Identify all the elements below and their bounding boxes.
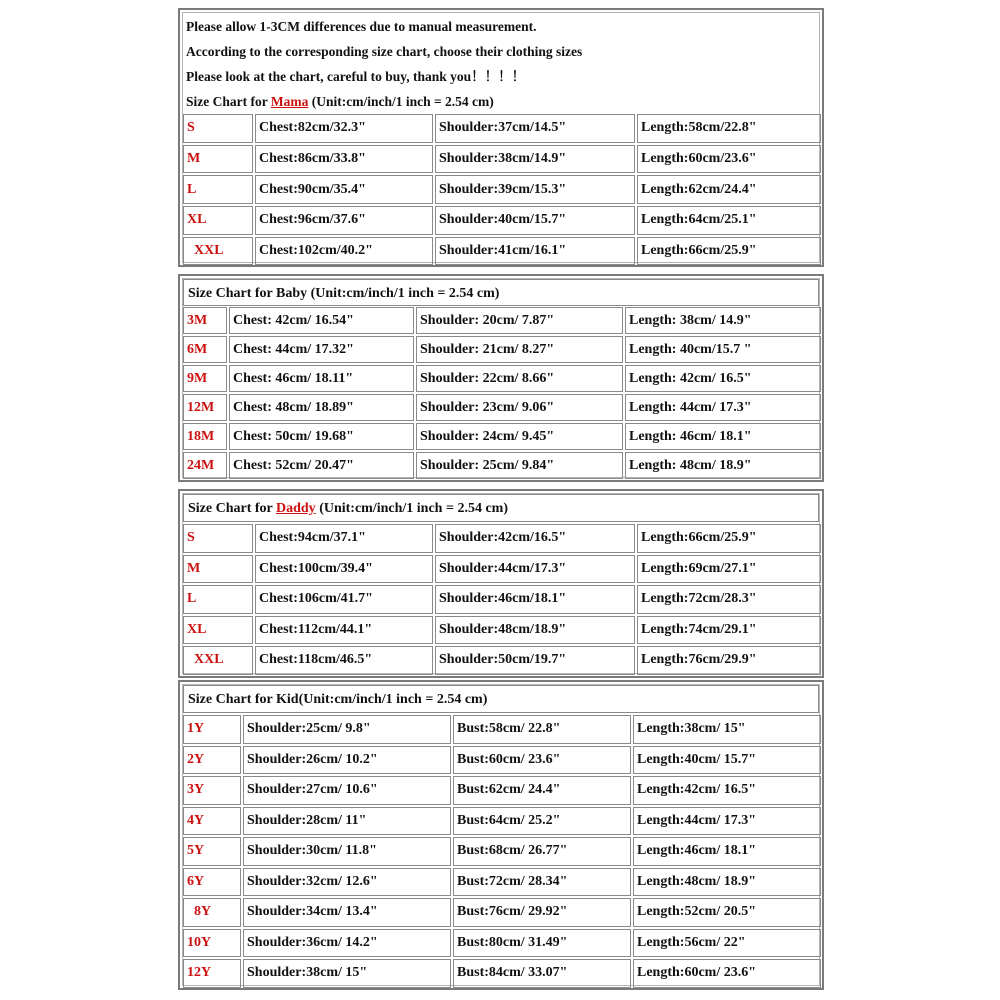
title-suffix: (Unit:cm/inch/1 inch = 2.54 cm) — [308, 94, 494, 109]
note-line: According to the corresponding size chart, choose their clothing sizes — [186, 44, 583, 59]
measure-2-cell: Shoulder:39cm/15.3" — [435, 175, 635, 204]
measure-2-cell: Shoulder:37cm/14.5" — [435, 114, 635, 143]
measure-2-cell: Shoulder:38cm/14.9" — [435, 145, 635, 174]
mama-size-chart — [178, 8, 824, 267]
size-label-cell: XXL — [183, 646, 253, 675]
measure-2-cell: Shoulder:41cm/16.1" — [435, 237, 635, 266]
measure-1-cell: Chest:100cm/39.4" — [255, 555, 433, 584]
size-label-cell: XL — [183, 616, 253, 645]
size-label-cell: M — [183, 145, 253, 174]
measure-2-cell: Shoulder: 23cm/ 9.06" — [416, 394, 623, 421]
table-row — [183, 175, 819, 204]
measure-1-cell: Shoulder:25cm/ 9.8" — [243, 715, 451, 744]
size-label-cell: 3Y — [183, 776, 241, 805]
daddy-size-chart — [178, 489, 824, 678]
size-label-cell: 6M — [183, 336, 227, 363]
measure-3-cell: Length:42cm/ 16.5" — [633, 776, 821, 805]
size-label-cell: L — [183, 585, 253, 614]
measure-2-cell: Bust:84cm/ 33.07" — [453, 959, 631, 988]
title-prefix: Size Chart for — [186, 94, 271, 109]
size-label-cell: M — [183, 555, 253, 584]
table-row — [183, 452, 819, 479]
measure-3-cell: Length:44cm/ 17.3" — [633, 807, 821, 836]
measure-2-cell: Shoulder:44cm/17.3" — [435, 555, 635, 584]
measure-3-cell: Length:38cm/ 15" — [633, 715, 821, 744]
table-row — [183, 929, 819, 958]
table-row — [183, 585, 819, 614]
size-label-cell: 6Y — [183, 868, 241, 897]
note-line: Please allow 1-3CM differences due to manual measurement. — [186, 19, 537, 34]
measure-3-cell: Length:69cm/27.1" — [637, 555, 821, 584]
size-label-cell: L — [183, 175, 253, 204]
measure-2-cell: Bust:58cm/ 22.8" — [453, 715, 631, 744]
size-label-cell: XL — [183, 206, 253, 235]
measure-2-cell: Shoulder:48cm/18.9" — [435, 616, 635, 645]
table-row — [183, 307, 819, 334]
measure-3-cell: Length:74cm/29.1" — [637, 616, 821, 645]
measure-3-cell: Length:62cm/24.4" — [637, 175, 821, 204]
measure-3-cell: Length: 46cm/ 18.1" — [625, 423, 821, 450]
table-row — [183, 959, 819, 988]
measure-1-cell: Chest:106cm/41.7" — [255, 585, 433, 614]
size-label-cell: 18M — [183, 423, 227, 450]
measure-2-cell: Shoulder:46cm/18.1" — [435, 585, 635, 614]
measure-1-cell: Chest: 42cm/ 16.54" — [229, 307, 414, 334]
measure-2-cell: Bust:68cm/ 26.77" — [453, 837, 631, 866]
measure-3-cell: Length:48cm/ 18.9" — [633, 868, 821, 897]
baby-size-chart — [178, 274, 824, 482]
measure-1-cell: Chest:96cm/37.6" — [255, 206, 433, 235]
table-row — [183, 776, 819, 805]
measure-2-cell: Shoulder: 25cm/ 9.84" — [416, 452, 623, 479]
measure-2-cell: Bust:76cm/ 29.92" — [453, 898, 631, 927]
measure-1-cell: Shoulder:36cm/ 14.2" — [243, 929, 451, 958]
size-label-cell: XXL — [183, 237, 253, 266]
size-label-cell: 9M — [183, 365, 227, 392]
measure-2-cell: Bust:62cm/ 24.4" — [453, 776, 631, 805]
measure-2-cell: Shoulder:50cm/19.7" — [435, 646, 635, 675]
daddy-chart-title — [183, 494, 819, 522]
measure-1-cell: Chest:86cm/33.8" — [255, 145, 433, 174]
title-highlight-daddy: Daddy — [276, 501, 316, 516]
table-row — [183, 898, 819, 927]
measure-3-cell: Length: 38cm/ 14.9" — [625, 307, 821, 334]
table-row — [183, 394, 819, 421]
table-row — [183, 646, 819, 675]
table-row — [183, 807, 819, 836]
title-prefix: Size Chart for — [188, 501, 276, 516]
measure-1-cell: Chest: 46cm/ 18.11" — [229, 365, 414, 392]
table-row — [183, 365, 819, 392]
measure-3-cell: Length:52cm/ 20.5" — [633, 898, 821, 927]
size-label-cell: 10Y — [183, 929, 241, 958]
measure-3-cell: Length:60cm/23.6" — [637, 145, 821, 174]
table-row — [183, 423, 819, 450]
measure-1-cell: Shoulder:28cm/ 11" — [243, 807, 451, 836]
measure-3-cell: Length:40cm/ 15.7" — [633, 746, 821, 775]
table-row — [183, 336, 819, 363]
size-label-cell: S — [183, 524, 253, 553]
table-row — [183, 616, 819, 645]
measure-3-cell: Length:76cm/29.9" — [637, 646, 821, 675]
measure-1-cell: Shoulder:38cm/ 15" — [243, 959, 451, 988]
measure-1-cell: Shoulder:27cm/ 10.6" — [243, 776, 451, 805]
measure-3-cell: Length: 40cm/15.7 " — [625, 336, 821, 363]
measure-1-cell: Shoulder:34cm/ 13.4" — [243, 898, 451, 927]
size-label-cell: 4Y — [183, 807, 241, 836]
measure-2-cell: Shoulder:40cm/15.7" — [435, 206, 635, 235]
size-label-cell: 12M — [183, 394, 227, 421]
measure-3-cell: Length:66cm/25.9" — [637, 524, 821, 553]
measure-2-cell: Shoulder: 21cm/ 8.27" — [416, 336, 623, 363]
measure-1-cell: Shoulder:26cm/ 10.2" — [243, 746, 451, 775]
measure-3-cell: Length:66cm/25.9" — [637, 237, 821, 266]
measure-1-cell: Shoulder:32cm/ 12.6" — [243, 868, 451, 897]
measure-3-cell: Length: 48cm/ 18.9" — [625, 452, 821, 479]
measure-2-cell: Bust:80cm/ 31.49" — [453, 929, 631, 958]
table-row — [183, 868, 819, 897]
size-label-cell: S — [183, 114, 253, 143]
measure-3-cell: Length:72cm/28.3" — [637, 585, 821, 614]
measure-1-cell: Chest:94cm/37.1" — [255, 524, 433, 553]
measure-3-cell: Length:46cm/ 18.1" — [633, 837, 821, 866]
measure-2-cell: Shoulder: 24cm/ 9.45" — [416, 423, 623, 450]
size-label-cell: 3M — [183, 307, 227, 334]
mama-chart-title — [186, 89, 818, 114]
measure-1-cell: Chest: 52cm/ 20.47" — [229, 452, 414, 479]
measure-1-cell: Chest: 50cm/ 19.68" — [229, 423, 414, 450]
size-label-cell: 1Y — [183, 715, 241, 744]
measure-2-cell: Bust:72cm/ 28.34" — [453, 868, 631, 897]
measure-3-cell: Length:58cm/22.8" — [637, 114, 821, 143]
measure-1-cell: Chest: 44cm/ 17.32" — [229, 336, 414, 363]
kid-size-chart — [178, 680, 824, 990]
measure-2-cell: Shoulder: 22cm/ 8.66" — [416, 365, 623, 392]
measure-1-cell: Chest:82cm/32.3" — [255, 114, 433, 143]
measure-2-cell: Bust:60cm/ 23.6" — [453, 746, 631, 775]
note-line: Please look at the chart, careful to buy, thank you！！！！ — [186, 69, 526, 84]
table-row — [183, 145, 819, 174]
baby-chart-title: Size Chart for Baby (Unit:cm/inch/1 inch = 2.54 cm) — [183, 279, 819, 306]
table-row — [183, 837, 819, 866]
size-label-cell: 5Y — [183, 837, 241, 866]
measure-3-cell: Length: 42cm/ 16.5" — [625, 365, 821, 392]
table-row — [183, 715, 819, 744]
size-label-cell: 8Y — [183, 898, 241, 927]
measure-1-cell: Shoulder:30cm/ 11.8" — [243, 837, 451, 866]
table-row — [183, 746, 819, 775]
measure-2-cell: Shoulder: 20cm/ 7.87" — [416, 307, 623, 334]
title-suffix: (Unit:cm/inch/1 inch = 2.54 cm) — [315, 501, 508, 516]
measure-3-cell: Length:60cm/ 23.6" — [633, 959, 821, 988]
measure-1-cell: Chest:90cm/35.4" — [255, 175, 433, 204]
table-row — [183, 555, 819, 584]
kid-chart-title: Size Chart for Kid(Unit:cm/inch/1 inch = 2.54 cm) — [183, 685, 819, 713]
measure-1-cell: Chest: 48cm/ 18.89" — [229, 394, 414, 421]
size-label-cell: 12Y — [183, 959, 241, 988]
title-highlight-mama: Mama — [270, 94, 309, 109]
size-label-cell: 24M — [183, 452, 227, 479]
table-row — [183, 237, 819, 266]
measure-1-cell: Chest:112cm/44.1" — [255, 616, 433, 645]
measure-2-cell: Shoulder:42cm/16.5" — [435, 524, 635, 553]
measure-1-cell: Chest:118cm/46.5" — [255, 646, 433, 675]
measure-1-cell: Chest:102cm/40.2" — [255, 237, 433, 266]
measurement-notes — [186, 14, 818, 114]
size-label-cell: 2Y — [183, 746, 241, 775]
table-row — [183, 114, 819, 143]
table-row — [183, 524, 819, 553]
measure-2-cell: Bust:64cm/ 25.2" — [453, 807, 631, 836]
table-row — [183, 206, 819, 235]
measure-3-cell: Length: 44cm/ 17.3" — [625, 394, 821, 421]
measure-3-cell: Length:64cm/25.1" — [637, 206, 821, 235]
measure-3-cell: Length:56cm/ 22" — [633, 929, 821, 958]
